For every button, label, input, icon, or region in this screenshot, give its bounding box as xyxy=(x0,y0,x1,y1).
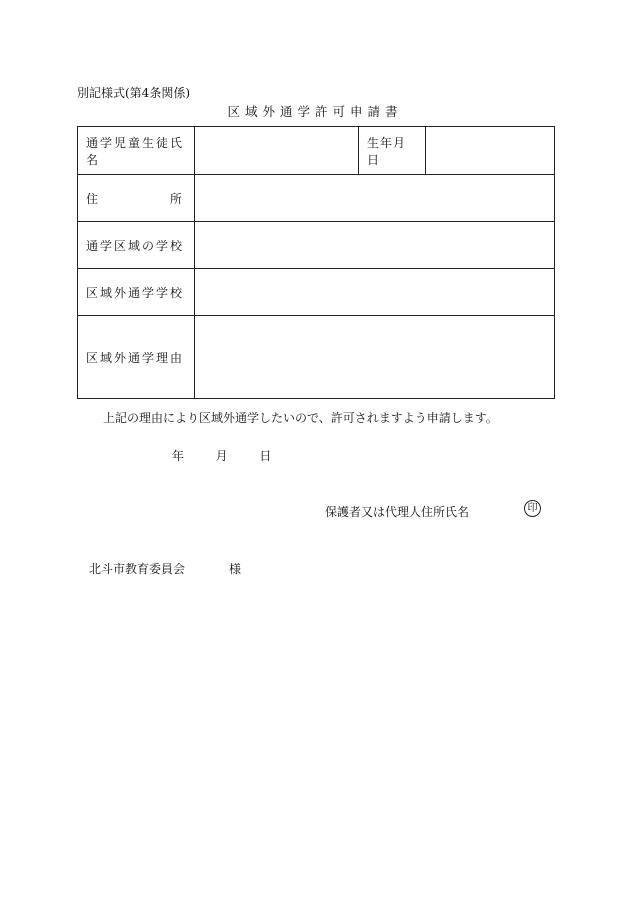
address-label-first: 住 xyxy=(86,191,101,206)
addressee: 北斗市教育委員会 xyxy=(89,562,186,576)
student-name-field[interactable] xyxy=(195,127,359,175)
dob-field[interactable] xyxy=(426,127,555,175)
reason-label: 区域外通学理由 xyxy=(78,316,195,399)
table-row-out-of-area-school xyxy=(78,269,555,316)
designated-school-field[interactable] xyxy=(195,222,555,269)
signature-label: 保護者又は代理人住所氏名 xyxy=(325,505,470,519)
table-row-designated-school xyxy=(78,222,555,269)
application-table xyxy=(77,126,555,399)
designated-school-label: 通学区域の学校 xyxy=(78,222,195,269)
address-field[interactable] xyxy=(195,175,555,222)
date-month-label: 月 xyxy=(215,449,228,463)
address-label-last: 所 xyxy=(169,191,184,206)
date-day-label: 日 xyxy=(259,449,272,463)
student-name-label: 通学児童生徒氏名 xyxy=(78,127,195,175)
form-label: 別記様式(第4条関係) xyxy=(77,86,190,100)
table-row-address xyxy=(78,175,555,222)
date-line xyxy=(172,447,271,464)
out-of-area-school-label: 区域外通学学校 xyxy=(78,269,195,316)
request-statement: 上記の理由により区域外通学したいので、許可されますよう申請します。 xyxy=(103,411,498,425)
table-row-reason xyxy=(78,316,555,399)
honorific: 様 xyxy=(229,562,242,576)
out-of-area-school-field[interactable] xyxy=(195,269,555,316)
table-row-student xyxy=(78,127,555,175)
reason-field[interactable] xyxy=(195,316,555,399)
seal-mark: 印 xyxy=(524,500,541,517)
dob-label: 生年月日 xyxy=(359,127,426,175)
address-label xyxy=(78,175,195,222)
date-year-label: 年 xyxy=(172,449,185,463)
document-title: 区域外通学許可申請書 xyxy=(227,104,403,119)
